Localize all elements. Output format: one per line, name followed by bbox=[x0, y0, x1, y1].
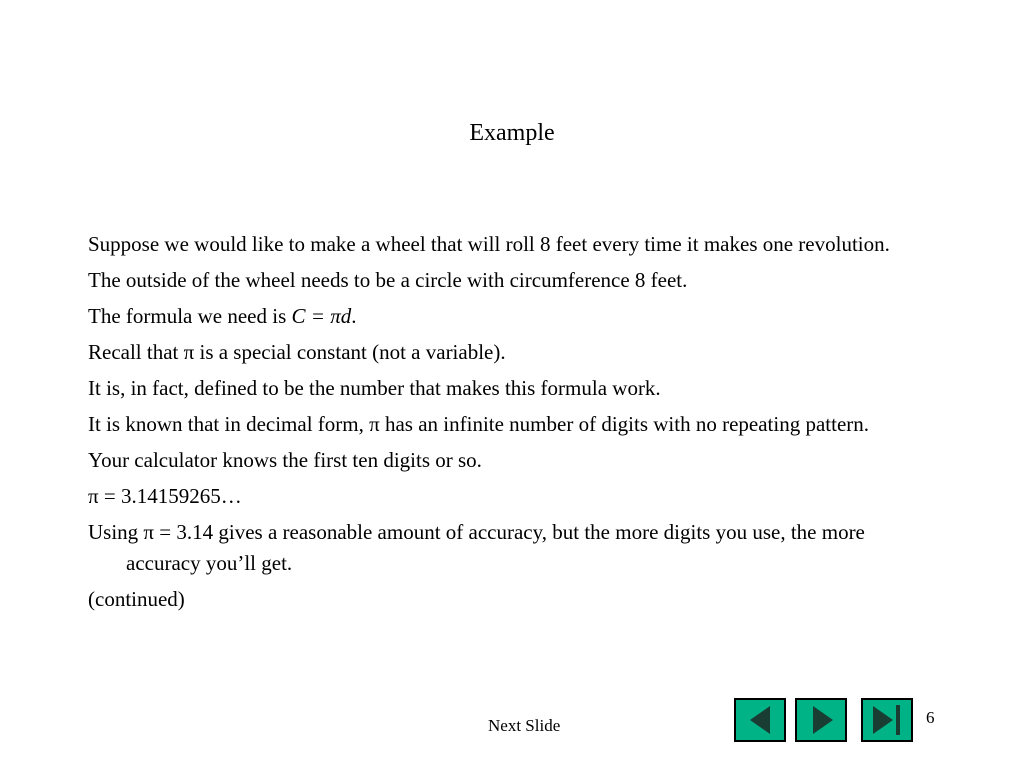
list-item: Suppose we would like to make a wheel that will roll 8 feet every time it makes one revolution. bbox=[88, 232, 890, 256]
list-item bbox=[88, 301, 938, 332]
formula-period: . bbox=[351, 304, 357, 328]
circumference-formula: C = πd bbox=[291, 304, 352, 328]
last-slide-button[interactable] bbox=[861, 698, 913, 742]
last-slide-icon bbox=[863, 700, 911, 740]
list-item: It is known that in decimal form, π has an infinite number of digits with no repeating pattern. bbox=[88, 412, 870, 436]
list-item: Recall that π is a special constant (not a variable). bbox=[88, 340, 506, 364]
next-slide-icon bbox=[797, 700, 845, 740]
previous-slide-button[interactable] bbox=[734, 698, 786, 742]
list-item: (continued) bbox=[88, 587, 185, 611]
slide-title: Example bbox=[469, 120, 555, 146]
list-item: Your calculator knows the first ten digits or so. bbox=[88, 448, 482, 472]
list-item: It is, in fact, defined to be the number that makes this formula work. bbox=[88, 376, 661, 400]
slide-body bbox=[88, 229, 938, 620]
list-item: Using π = 3.14 gives a reasonable amount of accuracy, but the more digits you use, the more accuracy you’ll get. bbox=[88, 520, 865, 575]
previous-slide-icon bbox=[736, 700, 784, 740]
page-number: 6 bbox=[926, 708, 935, 727]
list-item: π = 3.14159265… bbox=[88, 484, 242, 508]
formula-intro: The formula we need is bbox=[88, 304, 292, 328]
next-slide-link[interactable]: Next Slide bbox=[488, 716, 561, 735]
list-item: The outside of the wheel needs to be a circle with circumference 8 feet. bbox=[88, 268, 688, 292]
next-slide-button[interactable] bbox=[795, 698, 847, 742]
